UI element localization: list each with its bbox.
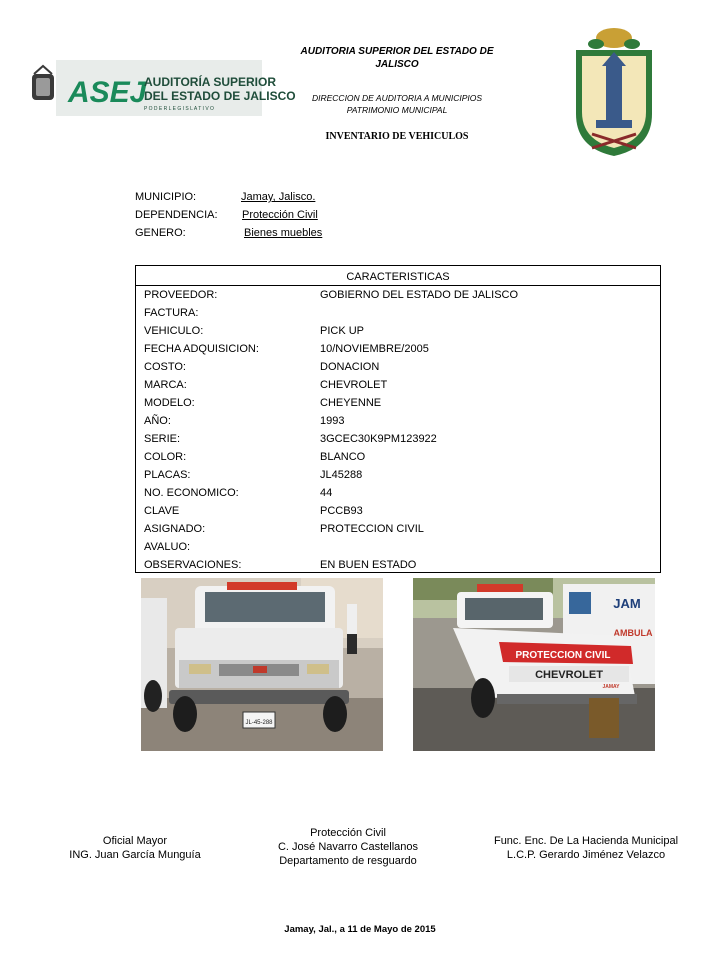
row-label: MODELO: xyxy=(144,397,195,409)
table-row xyxy=(136,538,660,556)
table-row xyxy=(136,412,660,430)
table-row xyxy=(136,430,660,448)
vehicle-rear-photo xyxy=(413,578,655,751)
table-row xyxy=(136,556,660,574)
header-subtitle: DIRECCION DE AUDITORIA A MUNICIPIOS PATRIMONIO MUNICIPAL xyxy=(311,93,483,115)
bed-text: PROTECCION CIVIL xyxy=(515,650,611,661)
svg-text:AUDITORÍA SUPERIOR: AUDITORÍA SUPERIOR xyxy=(144,75,277,89)
svg-text:DEL ESTADO DE JALISCO: DEL ESTADO DE JALISCO xyxy=(144,89,296,103)
row-label: SERIE: xyxy=(144,433,181,445)
row-value: DONACION xyxy=(320,361,380,373)
vehicle-front-photo xyxy=(141,578,383,751)
row-value: PICK UP xyxy=(320,325,365,337)
row-label: MARCA: xyxy=(144,379,187,391)
header-title: AUDITORIA SUPERIOR DEL ESTADO DE JALISCO xyxy=(300,46,494,70)
municipal-coat-of-arms xyxy=(566,22,662,162)
tailgate-text: CHEVROLET xyxy=(535,669,603,681)
table-row xyxy=(136,358,660,376)
row-label: AVALUO: xyxy=(144,541,191,553)
row-label: COLOR: xyxy=(144,451,187,463)
table-row xyxy=(136,520,660,538)
row-label: AÑO: xyxy=(144,415,171,427)
row-value: PCCB93 xyxy=(320,505,363,517)
row-label: ASIGNADO: xyxy=(144,523,206,535)
row-label: OBSERVACIONES: xyxy=(144,559,242,571)
row-value: PROTECCION CIVIL xyxy=(320,523,424,535)
row-label: NO. ECONOMICO: xyxy=(144,487,239,499)
row-value: 1993 xyxy=(320,415,345,427)
table-row xyxy=(136,322,660,340)
row-label: VEHICULO: xyxy=(144,325,204,337)
row-value: EN BUEN ESTADO xyxy=(320,559,417,571)
table-row xyxy=(136,448,660,466)
row-value: JL45288 xyxy=(320,469,363,481)
asej-mark: ASEJ xyxy=(68,76,147,109)
row-label: PROVEEDOR: xyxy=(144,289,218,301)
asej-logo xyxy=(26,58,296,118)
shield-icon xyxy=(32,66,54,100)
svg-text:P O D E R L E G I S L A T I: P O D E R L E G I S L A T I V O xyxy=(144,106,214,112)
signature-proteccion-civil: Protección Civil C. José Navarro Castellanos Departamento de resguardo xyxy=(277,827,418,867)
table-row xyxy=(136,394,660,412)
svg-text:AMBULA: AMBULA xyxy=(613,628,653,638)
signature-oficial-mayor: Oficial Mayor ING. Juan García Munguía xyxy=(69,835,201,861)
document-meta: MUNICIPIO: Jamay, Jalisco. DEPENDENCIA: Protección Civil GENERO: Bienes muebles xyxy=(135,188,218,242)
document-title: INVENTARIO DE VEHICULOS xyxy=(325,131,469,142)
row-label: PLACAS: xyxy=(144,469,191,481)
svg-text:JAMAY: JAMAY xyxy=(602,684,620,690)
row-value: CHEYENNE xyxy=(320,397,382,409)
signature-hacienda: Func. Enc. De La Hacienda Municipal L.C.P. Gerardo Jiménez Velazco xyxy=(493,835,679,861)
municipio-value: Jamay, Jalisco. xyxy=(241,191,316,203)
genero-value: Bienes muebles xyxy=(244,227,323,239)
dependencia-value: Protección Civil xyxy=(242,209,318,221)
table-row xyxy=(136,502,660,520)
table-row xyxy=(136,466,660,484)
plate-text: JL-45-288 xyxy=(245,720,273,726)
table-row xyxy=(136,340,660,358)
characteristics-table xyxy=(135,265,661,573)
row-label: COSTO: xyxy=(144,361,186,373)
row-value: CHEVROLET xyxy=(320,379,388,391)
row-value: 3GCEC30K9PM123922 xyxy=(320,433,437,445)
svg-text:JAM: JAM xyxy=(613,596,641,611)
row-value: BLANCO xyxy=(320,451,366,463)
row-label: CLAVE xyxy=(144,505,180,517)
table-row xyxy=(136,376,660,394)
table-row xyxy=(136,286,660,304)
row-value: GOBIERNO DEL ESTADO DE JALISCO xyxy=(320,289,519,301)
row-label: FACTURA: xyxy=(144,307,199,319)
table-row xyxy=(136,484,660,502)
place-date: Jamay, Jal., a 11 de Mayo de 2015 xyxy=(284,924,436,935)
row-label: FECHA ADQUISICION: xyxy=(144,343,259,355)
table-row xyxy=(136,304,660,322)
row-value: 44 xyxy=(320,487,333,499)
table-heading: CARACTERISTICAS xyxy=(136,266,660,286)
row-value: 10/NOVIEMBRE/2005 xyxy=(320,343,429,355)
